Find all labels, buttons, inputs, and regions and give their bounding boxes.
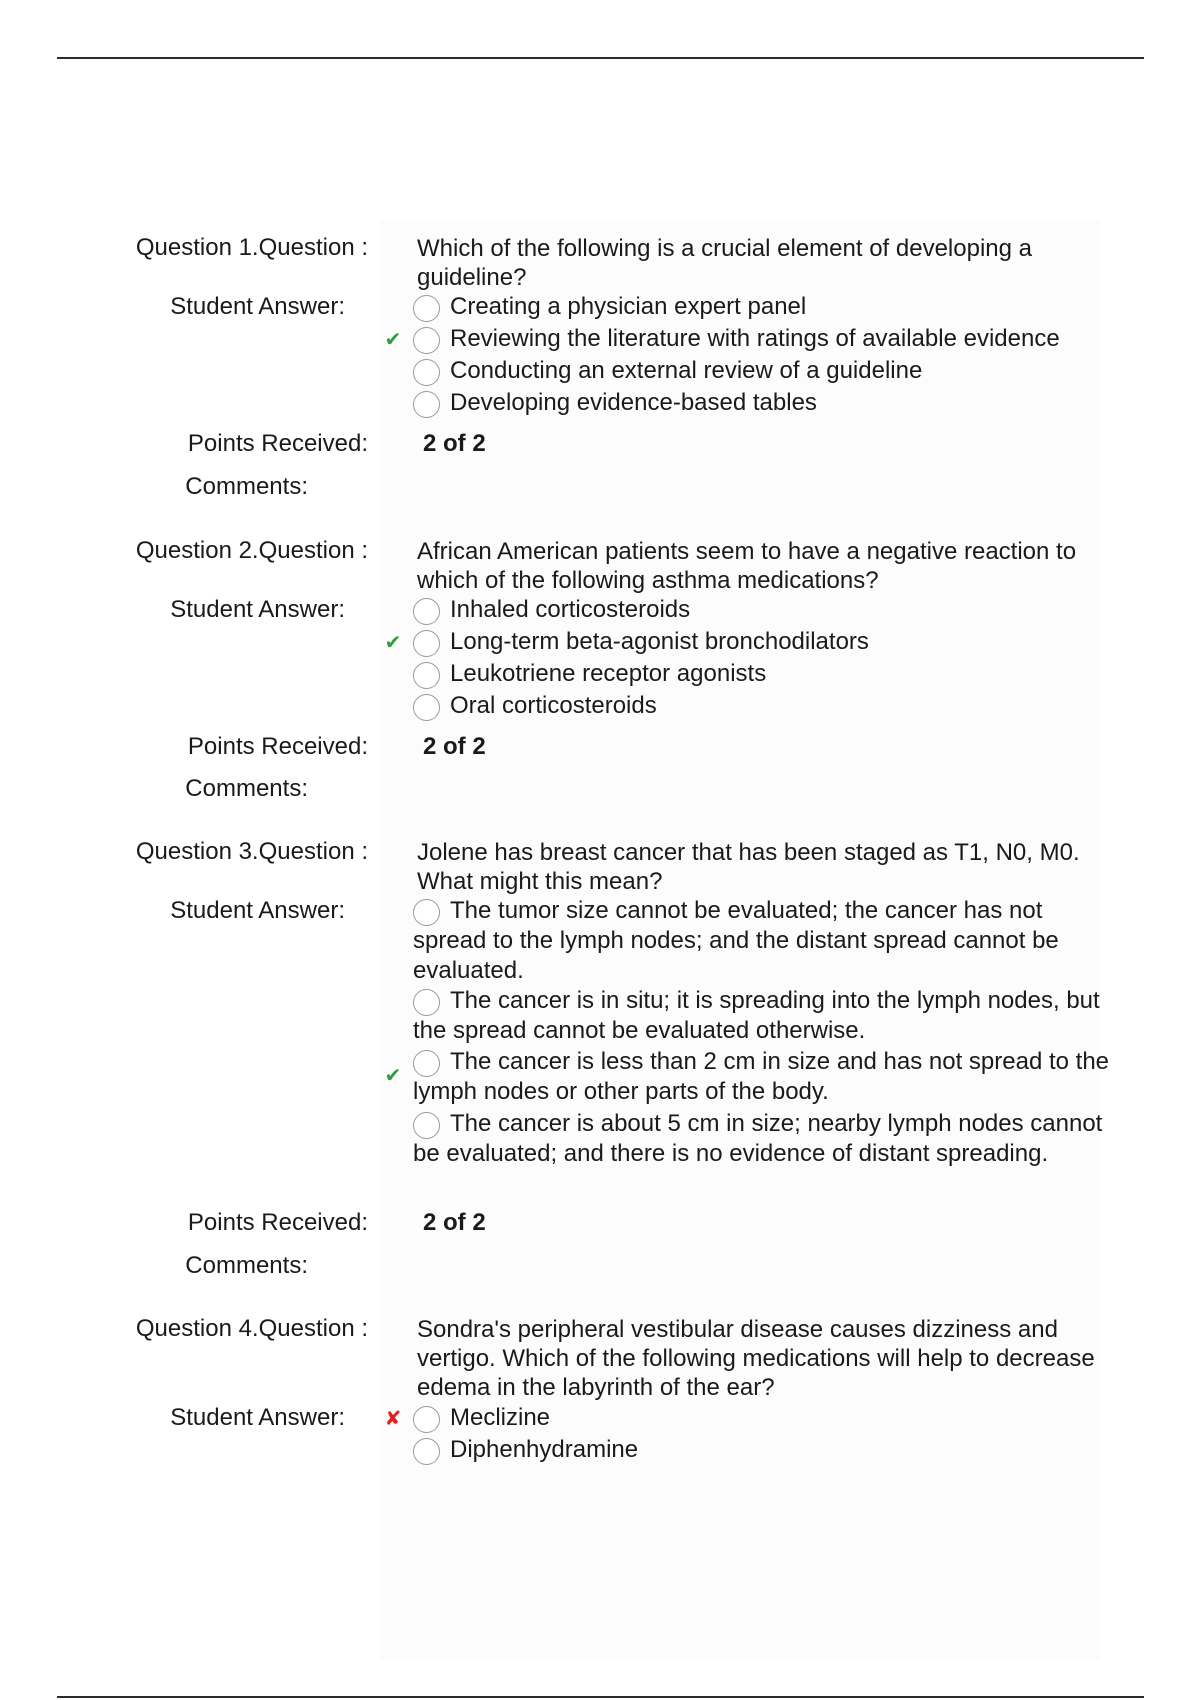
question-text: Jolene has breast cancer that has been staged as T1, N0, M0. What might this mean? bbox=[417, 839, 1080, 895]
radio-button[interactable] bbox=[413, 1406, 440, 1433]
answer-option[interactable] bbox=[413, 1109, 1113, 1199]
question-text: Sondra's peripheral vestibular disease causes dizziness and vertigo. Which of the following medications will help to decrease edema in the labyrinth of the ear? bbox=[417, 1316, 1095, 1401]
radio-button[interactable] bbox=[413, 989, 440, 1016]
checkmark-icon: ✔ bbox=[384, 1065, 402, 1087]
points-received-label: Points Received: bbox=[187, 1209, 368, 1236]
answer-options bbox=[384, 896, 1113, 1199]
option-label: Reviewing the literature with ratings of available evidence bbox=[450, 325, 1060, 352]
radio-button[interactable] bbox=[413, 662, 440, 689]
answer-option[interactable] bbox=[384, 1403, 1113, 1432]
radio-button[interactable] bbox=[413, 630, 440, 657]
answer-option[interactable] bbox=[413, 356, 1113, 385]
option-label: Conducting an external review of a guideline bbox=[450, 357, 923, 384]
option-label: The cancer is in situ; it is spreading into the lymph nodes, but the spread cannot be evaluated otherwise. bbox=[413, 987, 1100, 1044]
radio-button[interactable] bbox=[413, 598, 440, 625]
answer-option[interactable] bbox=[413, 595, 1113, 624]
student-answer-label: Student Answer: bbox=[170, 1404, 345, 1431]
radio-button[interactable] bbox=[413, 391, 440, 418]
answer-option[interactable] bbox=[413, 292, 1113, 321]
answer-option[interactable] bbox=[413, 986, 1113, 1047]
answer-options bbox=[384, 595, 1113, 723]
question-number-label: Question 1.Question : bbox=[135, 234, 368, 261]
bottom-rule bbox=[57, 1696, 1144, 1698]
answer-option[interactable] bbox=[413, 659, 1113, 688]
radio-button[interactable] bbox=[413, 327, 440, 354]
option-label: Leukotriene receptor agonists bbox=[450, 660, 767, 687]
option-label: The cancer is about 5 cm in size; nearby lymph nodes cannot be evaluated; and there is no evidence of distant spreading. bbox=[413, 1110, 1103, 1167]
cross-icon: ✘ bbox=[384, 1408, 402, 1430]
radio-button[interactable] bbox=[413, 295, 440, 322]
comments-label: Comments: bbox=[185, 473, 308, 500]
answer-option[interactable] bbox=[384, 627, 1113, 656]
question-number-label: Question 2.Question : bbox=[135, 537, 368, 564]
top-rule bbox=[57, 57, 1144, 59]
points-value: 2 of 2 bbox=[423, 430, 486, 457]
answer-option[interactable] bbox=[413, 691, 1113, 720]
question-number-label: Question 3.Question : bbox=[135, 838, 368, 865]
option-label: Oral corticosteroids bbox=[450, 692, 657, 719]
option-label: Creating a physician expert panel bbox=[450, 293, 807, 320]
answer-option[interactable] bbox=[413, 1435, 1113, 1464]
points-received-label: Points Received: bbox=[187, 733, 368, 760]
radio-button[interactable] bbox=[413, 1112, 440, 1139]
option-label: Developing evidence-based tables bbox=[450, 389, 817, 416]
points-received-label: Points Received: bbox=[187, 430, 368, 457]
radio-button[interactable] bbox=[413, 359, 440, 386]
checkmark-icon: ✔ bbox=[384, 632, 402, 654]
answer-options bbox=[384, 1403, 1113, 1467]
option-label: Meclizine bbox=[450, 1404, 551, 1431]
points-value: 2 of 2 bbox=[423, 1209, 486, 1236]
answer-option[interactable] bbox=[384, 324, 1113, 353]
option-label: The cancer is less than 2 cm in size and has not spread to the lymph nodes or other parts of the body. bbox=[413, 1048, 1110, 1105]
student-answer-label: Student Answer: bbox=[170, 293, 345, 320]
answer-option[interactable] bbox=[384, 1047, 1113, 1109]
option-label: The tumor size cannot be evaluated; the cancer has not spread to the lymph nodes; and the distant spread cannot be evaluated. bbox=[413, 897, 1059, 984]
checkmark-icon: ✔ bbox=[384, 329, 402, 351]
option-label: Diphenhydramine bbox=[450, 1436, 639, 1463]
radio-button[interactable] bbox=[413, 899, 440, 926]
student-answer-label: Student Answer: bbox=[170, 897, 345, 924]
student-answer-label: Student Answer: bbox=[170, 596, 345, 623]
option-label: Long-term beta-agonist bronchodilators bbox=[450, 628, 869, 655]
answer-option[interactable] bbox=[413, 388, 1113, 417]
comments-label: Comments: bbox=[185, 1252, 308, 1279]
option-label: Inhaled corticosteroids bbox=[450, 596, 691, 623]
question-text: Which of the following is a crucial element of developing a guideline? bbox=[417, 235, 1032, 291]
comments-label: Comments: bbox=[185, 775, 308, 802]
points-value: 2 of 2 bbox=[423, 733, 486, 760]
radio-button[interactable] bbox=[413, 1050, 440, 1077]
radio-button[interactable] bbox=[413, 694, 440, 721]
answer-option[interactable] bbox=[413, 896, 1113, 986]
question-number-label: Question 4.Question : bbox=[135, 1315, 368, 1342]
question-text: African American patients seem to have a negative reaction to which of the following asthma medications? bbox=[417, 538, 1077, 594]
answer-options bbox=[384, 292, 1113, 420]
radio-button[interactable] bbox=[413, 1438, 440, 1465]
